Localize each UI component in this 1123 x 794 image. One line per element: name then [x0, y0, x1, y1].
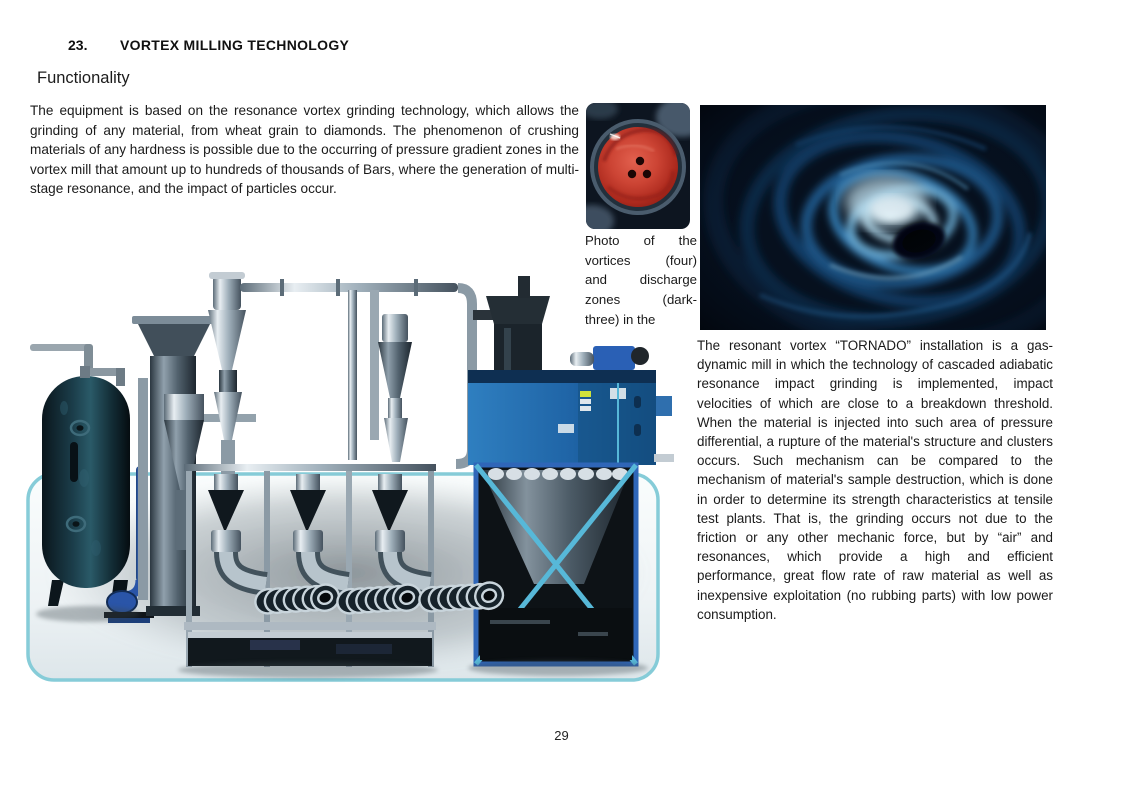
caption-line: zones (dark- [585, 292, 697, 308]
caption-line: and discharge [585, 272, 697, 288]
top-pipe-run [240, 279, 472, 464]
red-vortex-photo [586, 103, 690, 229]
section-number: 23. [68, 37, 88, 53]
caption-line: three) in the [585, 311, 656, 327]
caption-line: vortices (four) [585, 252, 697, 268]
cyclone-stack-right [378, 314, 412, 462]
tornado-vortex-image [700, 105, 1046, 330]
cyclone-stack-left [208, 272, 246, 476]
page-number: 29 [554, 728, 569, 743]
page-title: VORTEX MILLING TECHNOLOGY [120, 37, 350, 53]
tornado-paragraph: The resonant vortex “TORNADO” installation is a gas-dynamic mill in which the technology of cascaded adiabatic resonance impact grinding is implemented, impact velocities of which are close to a breakdown threshold. When the material is injected into such area of pressure differential, a rupture of the material's structure and clusters occurs. Such mechanism can be compared to the mechanism of material's sample destruction, which is done in order to determine its strength characteristics at tensile test plants. That is, the grinding occurs not due to the friction or any other mechanic force, but by “air” and resonances, which provide a high and efficient performance, great flow rate of raw material as well as inexpensive exploitation (no rubbing parts) with low power consumption. [697, 338, 1053, 622]
intro-paragraph: The equipment is based on the resonance vortex grinding technology, which allows the grinding of any material, from wheat grain to diamonds. The phenomenon of crushing materials of any hardness is possible due to the occurring of pressure gradient zones in the vortex mill that amount up to hundreds of thousands of Bars, where the generation of multi-stage resonance, and the impact of particles occur. [30, 103, 579, 197]
caption-line: Photo of the [585, 233, 697, 248]
receiver-tank [42, 366, 130, 610]
dark-hopper [473, 276, 550, 382]
milling-machine-image [18, 228, 674, 694]
x-braced-hopper [476, 465, 636, 664]
subheading: Functionality [37, 69, 130, 87]
